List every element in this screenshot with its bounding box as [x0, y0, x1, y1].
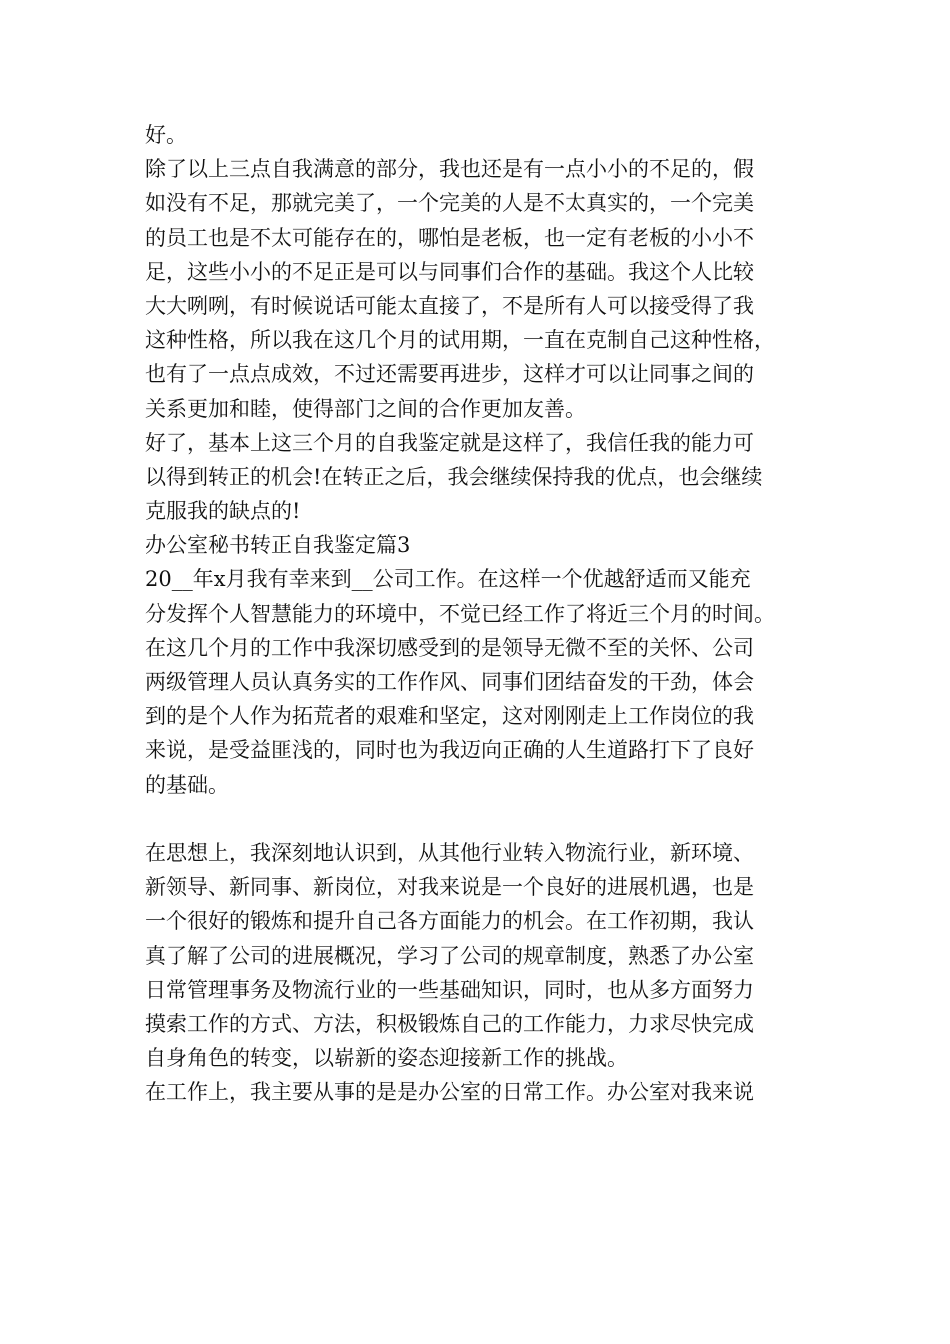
text-line: 的基础。 — [145, 772, 229, 797]
section-heading: 办公室秘书转正自我鉴定篇3 — [145, 533, 411, 558]
text-line: 以得到转正的机会!在转正之后，我会继续保持我的优点，也会继续 — [145, 464, 763, 489]
text-line: 足，这些小小的不足正是可以与同事们合作的基础。我这个人比较 — [145, 259, 754, 284]
text-line: 摸索工作的方式、方法，积极锻炼自己的工作能力，力求尽快完成 — [145, 1011, 754, 1036]
text-line: 除了以上三点自我满意的部分，我也还是有一点小小的不足的，假 — [145, 157, 754, 182]
text-line: 两级管理人员认真务实的工作作风、同事们团结奋发的干劲，体会 — [145, 670, 754, 694]
text-line: 如没有不足，那就完美了，一个完美的人是不太真实的，一个完美 — [145, 191, 754, 216]
text-line: 在工作上，我主要从事的是是办公室的日常工作。办公室对我来说 — [145, 1080, 754, 1105]
text-line: 来说，是受益匪浅的，同时也为我迈向正确的人生道路打下了良好 — [145, 738, 754, 763]
text-line: 20__年x月我有幸来到__公司工作。在这样一个优越舒适而又能充 — [145, 567, 751, 592]
text-line: 好。 — [145, 123, 187, 147]
text-line: 克服我的缺点的! — [145, 499, 301, 524]
text-line: 日常管理事务及物流行业的一些基础知识，同时，也从多方面努力 — [145, 977, 754, 1002]
text-line: 在思想上，我深刻地认识到，从其他行业转入物流行业，新环境、 — [145, 840, 754, 865]
text-line: 在这几个月的工作中我深切感受到的是领导无微不至的关怀、公司 — [145, 635, 754, 660]
text-line: 一个很好的锻炼和提升自己各方面能力的机会。在工作初期，我认 — [145, 909, 754, 934]
text-line: 关系更加和睦，使得部门之间的合作更加友善。 — [145, 396, 586, 421]
text-line: 到的是个人作为拓荒者的艰难和坚定，这对刚刚走上工作岗位的我 — [145, 704, 754, 729]
text-line: 的员工也是不太可能存在的，哪怕是老板，也一定有老板的小小不 — [145, 225, 754, 250]
text-line: 这种性格，所以我在这几个月的试用期，一直在克制自己这种性格， — [145, 328, 775, 353]
text-line: 大大咧咧，有时候说话可能太直接了，不是所有人可以接受得了我 — [145, 293, 754, 318]
text-line: 好了，基本上这三个月的自我鉴定就是这样了，我信任我的能力可 — [145, 430, 754, 455]
document-body — [145, 118, 825, 1109]
text-line: 真了解了公司的进展概况，学习了公司的规章制度，熟悉了办公室 — [145, 943, 754, 968]
text-line: 自身角色的转变，以崭新的姿态迎接新工作的挑战。 — [145, 1046, 628, 1071]
text-line: 分发挥个人智慧能力的环境中，不觉已经工作了将近三个月的时间。 — [145, 601, 775, 626]
text-line: 也有了一点点成效，不过还需要再进步，这样才可以让同事之间的 — [145, 362, 754, 387]
text-line: 新领导、新同事、新岗位，对我来说是一个良好的进展机遇，也是 — [145, 875, 754, 900]
paragraph-gap — [145, 802, 825, 836]
